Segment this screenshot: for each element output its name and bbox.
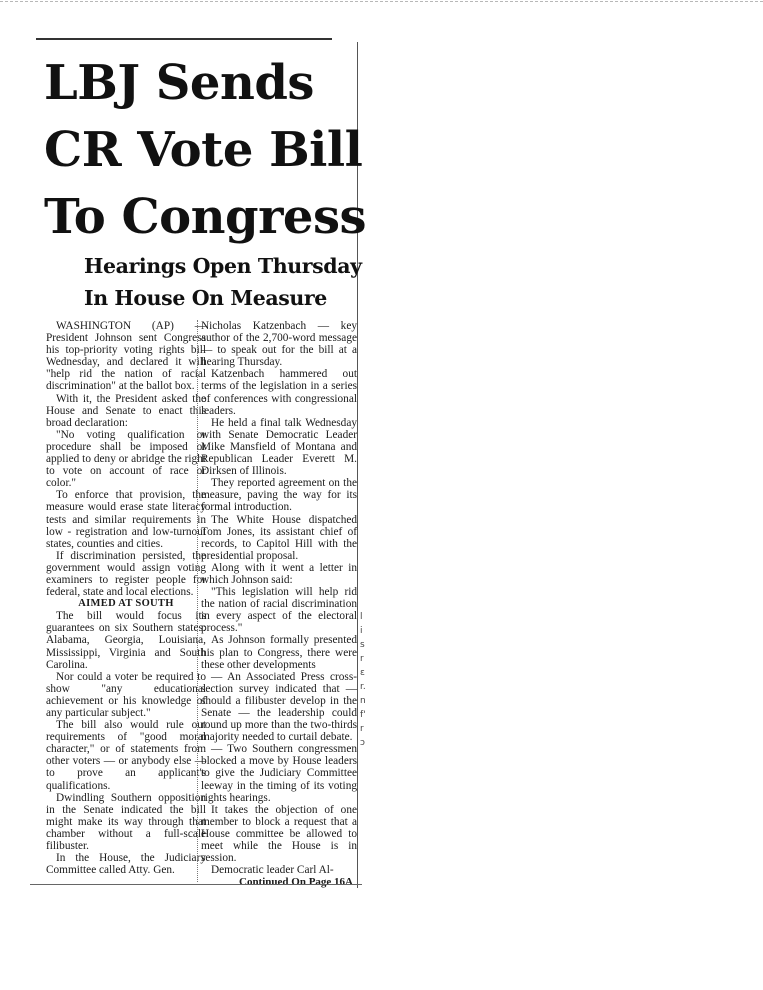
paragraph: Nicholas Katzenbach — key author of the 2,700-word message — to speak out for the bill at a hearing Thursday.: [201, 320, 357, 369]
margin-mark: r: [360, 724, 364, 734]
bottom-rule: [30, 884, 362, 885]
paragraph: The White House dispatched Tom Jones, its assistant chief of records, to Capitol Hill with the presidential proposal.: [201, 513, 357, 562]
paragraph: Dwindling Southern opposition in the Senate indicated the bill might make its way through that chamber without a full-scale filibuster.: [46, 791, 206, 853]
margin-mark: ε: [360, 668, 365, 678]
margin-mark: r.: [360, 682, 366, 692]
paragraph: "No voting qualification or procedure shall be imposed or applied to deny or abridge the right to vote on account of race or color.": [46, 428, 206, 490]
margin-mark: r: [360, 654, 364, 664]
paragraph: They reported agreement on the measure, paving the way for its formal introduction.: [201, 477, 357, 514]
subheadline-line-1: Hearings Open Thursday: [84, 254, 362, 278]
paragraph: He held a final talk Wednesday with Senate Democratic Leader Mike Mansfield of Montana and Republican Leader Everett M. Dirksen of Illinois.: [201, 416, 357, 478]
margin-mark: n: [360, 696, 366, 706]
subheadline-line-2: In House On Measure: [84, 286, 327, 310]
paragraph: In the House, the Judiciary Committee called Atty. Gen.: [46, 852, 206, 877]
paragraph-text: President Johnson sent Congress his top-priority voting rights bill Wednesday, and declared it will "help rid the nation of racial discrimination" at the ballot box.: [46, 332, 206, 393]
continued-line: Continued On Page 16A: [239, 876, 353, 889]
paragraph: The bill also would rule out requirements of "good moral character," or of statements from other voters — or anybody else — to prove an applicant's qualifications.: [46, 719, 206, 792]
paragraph: As Johnson formally presented his plan to Congress, there were these other developments: [201, 634, 357, 671]
paragraph: Along with it went a letter in which Johnson said:: [201, 561, 357, 586]
headline-line-2: CR Vote Bill: [44, 122, 363, 178]
headline-line-3: To Congress: [44, 189, 366, 245]
newspaper-clipping: [34, 38, 366, 890]
dateline: WASHINGTON (AP) —: [56, 320, 206, 332]
scan-edge-dashes: [0, 1, 763, 2]
subheadline: [84, 250, 364, 314]
margin-mark: l: [360, 612, 363, 622]
paragraph: Democratic leader Carl Al-: [211, 864, 334, 877]
paragraph: Katzenbach hammered out terms of the legislation in a series of conferences with congressional leaders.: [201, 368, 357, 417]
paragraph: With it, the President asked the House and Senate to enact this broad declaration:: [46, 392, 206, 429]
margin-mark: ɔ: [360, 738, 365, 748]
paragraph: If discrimination persisted, the government would assign voting examiners to register people for federal, state and local elections.: [46, 549, 206, 599]
paragraph: — Two Southern congressmen blocked a move by House leaders to give the Judiciary Committee leeway in the timing of its voting rights hearings.: [201, 743, 357, 804]
margin-mark: f': [360, 710, 366, 720]
paragraph: To enforce that provision, the measure would erase state literacy tests and similar requirements in low - registration and low-turnout states, counties and cities.: [46, 489, 206, 550]
top-rule: [36, 38, 332, 40]
margin-marks: [360, 610, 372, 750]
paragraph: The bill would focus its guarantees on six Southern states: Alabama, Georgia, Louisiana, Mississippi, Virginia and South Carolina.: [46, 610, 206, 671]
column-separator: [197, 320, 198, 882]
margin-mark: s: [360, 640, 365, 650]
paragraph: Nor could a voter be required to show "any educational achievement or his knowledge of any particular subject.": [46, 670, 206, 719]
paragraph: It takes the objection of one member to block a request that a House committee be allowed to meet while the House is in session.: [201, 803, 357, 865]
headline-line-1: LBJ Sends: [44, 55, 314, 111]
headline: [44, 50, 366, 251]
crosshead: AIMED AT SOUTH: [78, 598, 174, 610]
margin-mark: i: [360, 626, 363, 636]
paragraph: — An Associated Press cross-section survey indicated that — should a filibuster develop in the Senate — the leadership could round up more than the two-thirds majority needed to curtail debate.: [201, 670, 357, 744]
right-column: [201, 320, 357, 888]
paragraph: [46, 320, 206, 393]
paragraph: "This legislation will help rid the nation of racial discrimination in every aspect of the electoral process.": [201, 586, 357, 635]
left-column: [46, 320, 206, 876]
